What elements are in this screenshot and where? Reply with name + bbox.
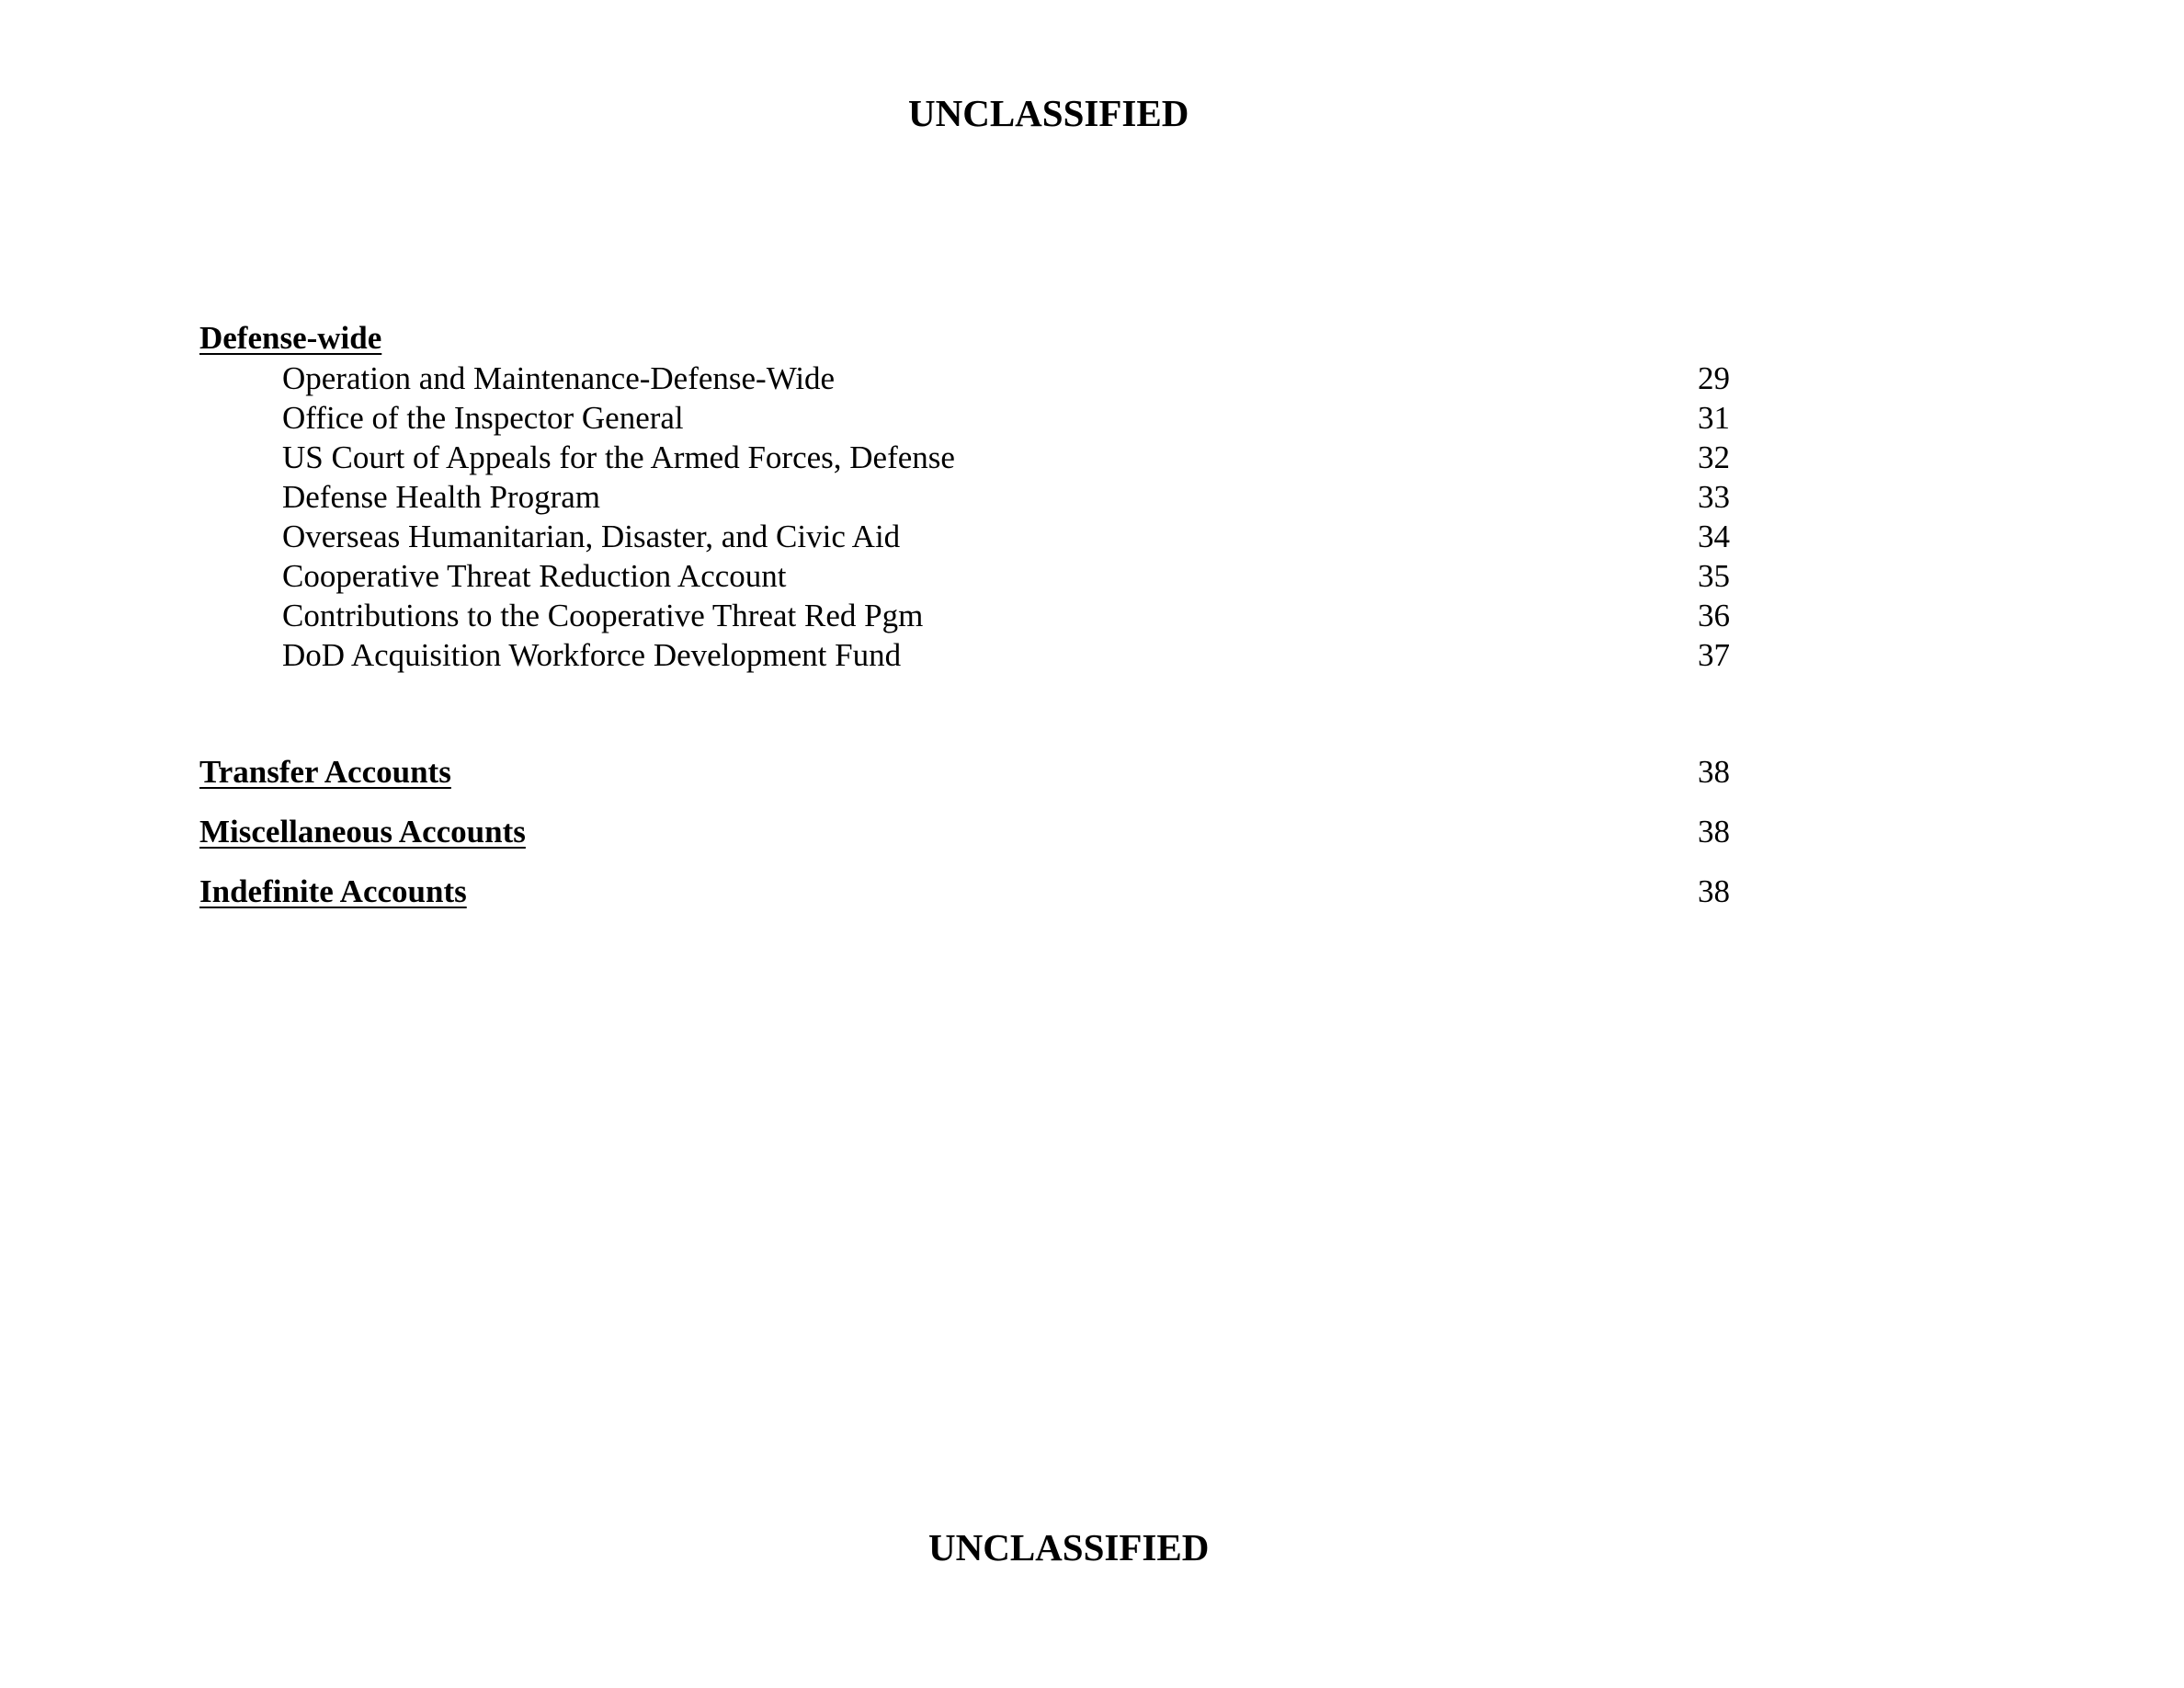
toc-entry-label: Defense Health Program [282, 479, 600, 515]
section-heading: Indefinite Accounts [199, 873, 467, 909]
toc-entry-page: 36 [1698, 598, 1730, 633]
toc-entry-page: 32 [1698, 439, 1730, 475]
toc-entry-label: Contributions to the Cooperative Threat Red Pgm [282, 598, 924, 633]
toc-entry-page: 37 [1698, 637, 1730, 673]
toc-entry-label: Cooperative Threat Reduction Account [282, 558, 787, 594]
toc-entry-page: 31 [1698, 400, 1730, 436]
section-heading-defense-wide: Defense-wide [199, 320, 382, 356]
toc-section-transfer-accounts [199, 752, 1730, 792]
toc-entry-label: Operation and Maintenance-Defense-Wide [282, 360, 836, 396]
toc-entry-page: 38 [1698, 814, 1730, 850]
toc-entry-label: DoD Acquisition Workforce Development Fund [282, 637, 902, 673]
toc-entry-page: 29 [1698, 360, 1730, 396]
classification-header: UNCLASSIFIED [908, 92, 1189, 134]
toc-entry-page: 38 [1698, 873, 1730, 909]
section-heading: Transfer Accounts [199, 754, 451, 790]
toc-entry [282, 596, 1730, 635]
toc-entry [282, 517, 1730, 556]
toc-entry [282, 477, 1730, 517]
toc-entry-page: 34 [1698, 519, 1730, 554]
section-heading: Miscellaneous Accounts [199, 814, 526, 850]
toc-entry [282, 635, 1730, 675]
toc-entry-label: Overseas Humanitarian, Disaster, and Civic Aid [282, 519, 901, 554]
toc-entry [282, 438, 1730, 477]
classification-footer: UNCLASSIFIED [928, 1526, 1210, 1568]
toc-entry-page: 38 [1698, 754, 1730, 790]
toc-entry-label: Office of the Inspector General [282, 400, 684, 436]
toc-entry-label: US Court of Appeals for the Armed Forces, Defense [282, 439, 955, 475]
toc-entry [282, 556, 1730, 596]
toc-entry-page: 35 [1698, 558, 1730, 594]
toc-entry [282, 398, 1730, 438]
toc-section-miscellaneous-accounts [199, 812, 1730, 851]
toc-section-indefinite-accounts [199, 872, 1730, 911]
toc-entry-page: 33 [1698, 479, 1730, 515]
toc-entry [282, 359, 1730, 398]
